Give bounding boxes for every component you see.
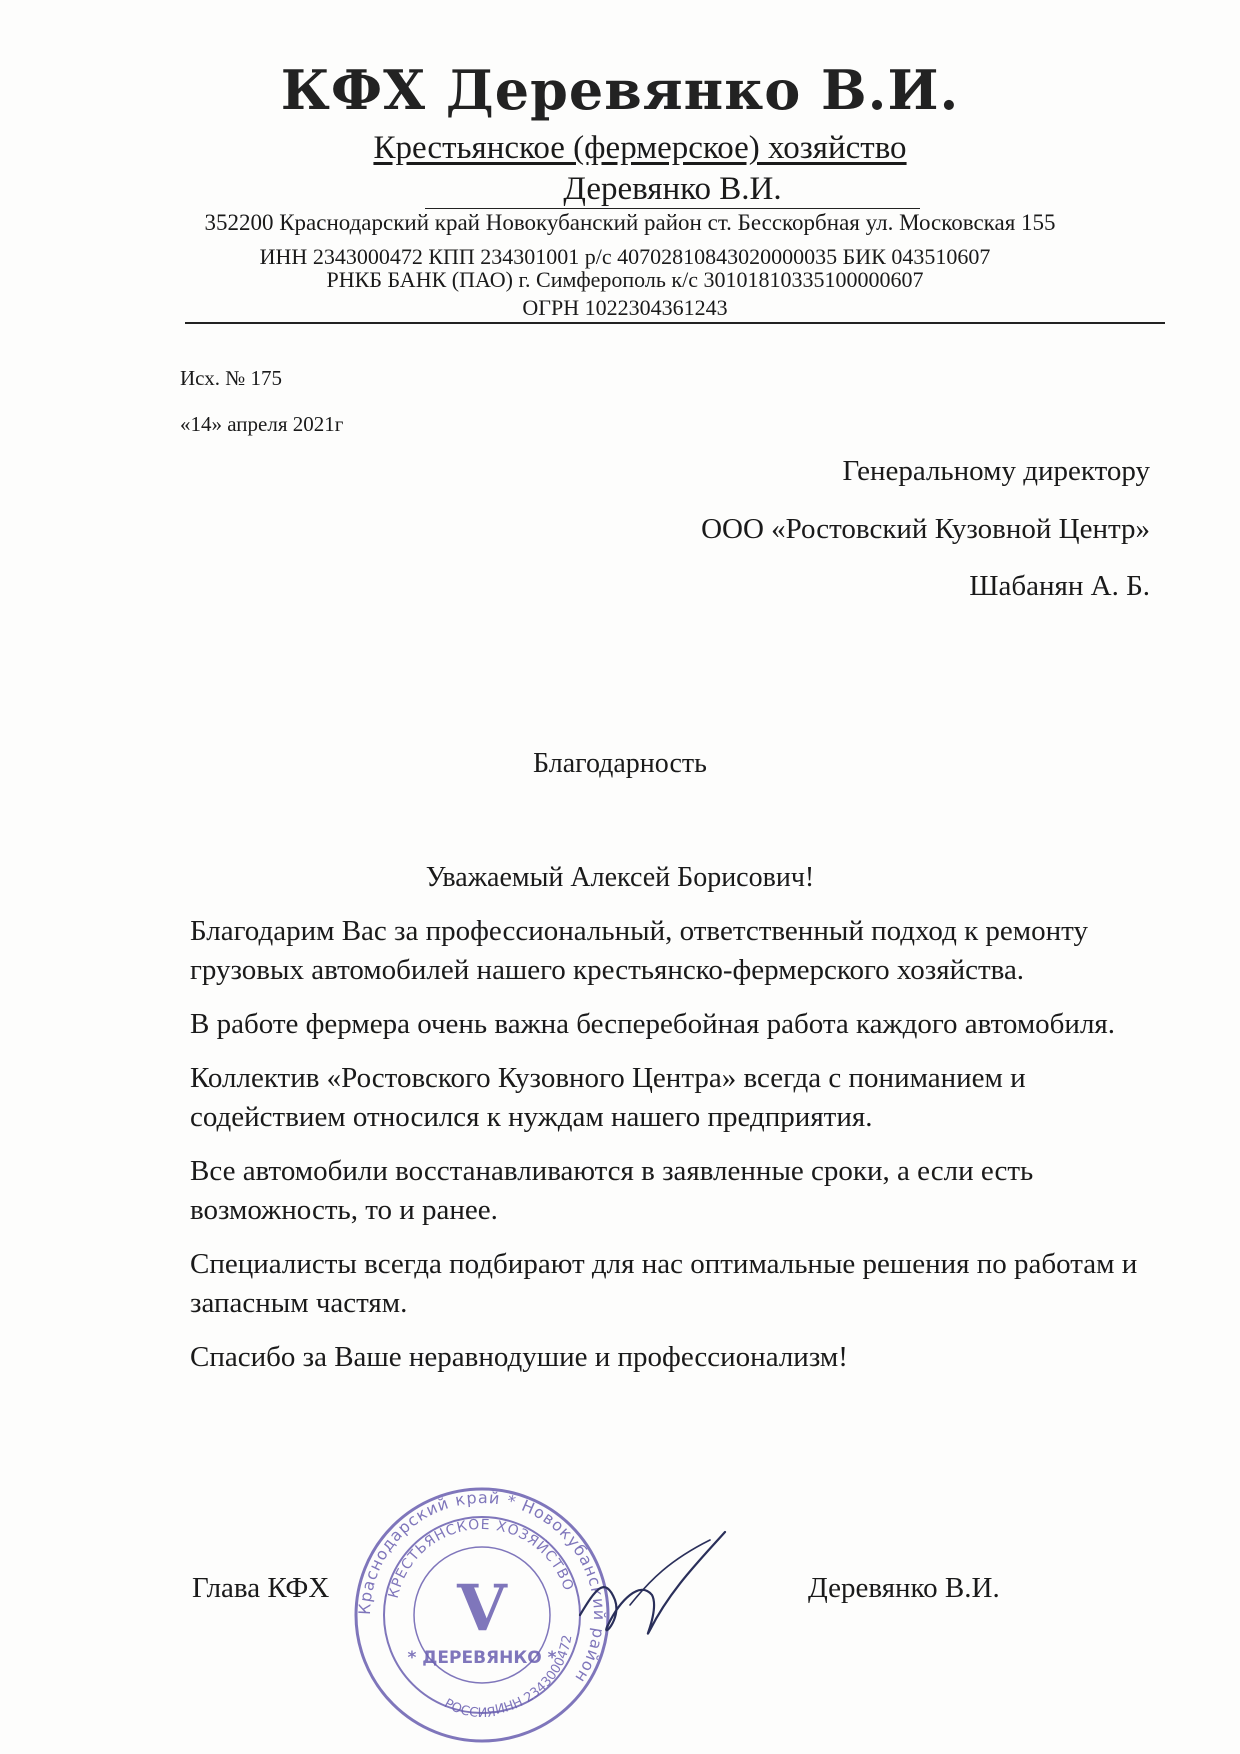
outgoing-number: Исх. № 175 <box>180 366 282 390</box>
addressee-line1: Генеральному директору <box>842 455 1150 487</box>
outgoing-date: «14» апреля 2021г <box>180 412 344 436</box>
requisites-line2: РНКБ БАНК (ПАО) г. Симферополь к/с 30101810335100000607 <box>326 267 924 292</box>
signatory-position: Глава КФХ <box>192 1572 330 1604</box>
paragraph: Благодарим Вас за профессиональный, ответственный подход к ремонту грузовых автомобилей нашего крестьянско-фермерского хозяйства. <box>190 915 1088 986</box>
seal-name: * ДЕРЕВЯНКО * <box>407 1648 557 1668</box>
paragraph: В работе фермера очень важна бесперебойная работа каждого автомобиля. <box>190 1008 1116 1040</box>
paragraph: Все автомобили восстанавливаются в заявленные сроки, а если есть возможность, то и ранее. <box>190 1155 1034 1226</box>
company-title: КФХ Деревянко В.И. <box>280 58 960 122</box>
addressee-line2: ООО «Ростовский Кузовной Центр» <box>701 513 1150 545</box>
paragraph: Коллектив «Ростовского Кузовного Центра» всегда с пониманием и содействием относился к нуждам нашего предприятия. <box>190 1062 1026 1133</box>
seal-inn: ИНН 2343000472 <box>493 1633 576 1718</box>
company-subtitle-line1: Крестьянское (фермерское) хозяйство <box>373 130 907 166</box>
header-divider <box>185 322 1165 324</box>
svg-text:РОССИЯ <box>441 1696 496 1721</box>
letter-body <box>190 912 1170 1392</box>
handwritten-signature <box>560 1520 740 1660</box>
requisites-line1: ИНН 2343000472 КПП 234301001 р/с 40702810843020000035 БИК 043510607 <box>259 244 991 269</box>
seal-inner-text: КРЕСТЬЯНСКОЕ ХОЗЯЙСТВО <box>385 1516 577 1600</box>
letter-heading: Благодарность <box>533 748 707 779</box>
letter-salutation: Уважаемый Алексей Борисович! <box>425 862 815 893</box>
company-address: 352200 Краснодарский край Новокубанский район ст. Бесскорбная ул. Московская 155 <box>204 210 1056 235</box>
seal-outer-text: Краснодарский край * Новокубанский район <box>354 1487 610 1687</box>
company-subtitle-line2: Деревянко В.И. <box>425 170 920 209</box>
addressee-line3: Шабанян А. Б. <box>969 570 1150 602</box>
signatory-name: Деревянко В.И. <box>808 1572 1000 1604</box>
seal-letter: V <box>457 1571 507 1646</box>
paragraph: Специалисты всегда подбирают для нас оптимальные решения по работам и запасным частям. <box>190 1248 1138 1319</box>
seal-country: РОССИЯ <box>441 1696 497 1722</box>
requisites-line3: ОГРН 1022304361243 <box>522 295 728 320</box>
paragraph: Спасибо за Ваше неравнодушие и профессионализм! <box>190 1341 848 1373</box>
